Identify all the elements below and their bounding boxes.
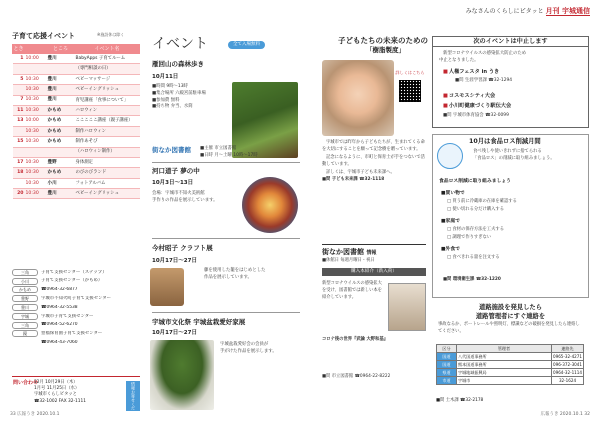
table-cell: 13 (13, 116, 25, 126)
checklist-item: □ 食材の保存方法を工夫する (447, 227, 504, 232)
cancelled-title: 次のイベントは中止します (433, 37, 588, 47)
detail-line: 宇城盆栽愛好会の会員が (220, 342, 269, 347)
table-cell: かもめ (47, 126, 75, 136)
table-cell: 32-1624 (551, 377, 583, 385)
events-title: イベント (152, 36, 208, 52)
table-row (13, 85, 140, 95)
table-cell: 20 (13, 189, 25, 199)
list-item (12, 330, 140, 339)
divider (152, 238, 300, 239)
subheading: ■家庭で (441, 219, 460, 224)
brand (466, 7, 590, 16)
library-body (322, 280, 386, 301)
table-cell: かもめ (47, 116, 75, 126)
library-title-suffix: 情報 (366, 250, 377, 256)
table-row (13, 105, 140, 115)
lead-line: 中止となりました。 (439, 58, 479, 63)
checklist-item: □ 調理で作りすぎない (447, 235, 492, 240)
event-name: 宇城市文化祭 宇城盆栽愛好家展 (152, 318, 246, 326)
table-cell: 10:30 (25, 189, 47, 199)
brand-name: 月刊 宇城通信 (545, 7, 590, 15)
library-closed-days: ■休館日 毎週月曜日・祝日 (322, 258, 375, 263)
checklist-item: □ 食べきれる量を注文する (447, 255, 500, 260)
table-row (13, 74, 140, 84)
table-row (13, 137, 140, 147)
event-details (152, 84, 230, 111)
library-body-2 (322, 336, 426, 380)
detail-line: 手がけた作品を展示します。 (220, 348, 277, 354)
paragraph: 詳しくは、宇城市子ども未来課へ。 (326, 169, 395, 175)
scale-icon (437, 143, 463, 169)
paragraph: コロナ後の世界『武論 大野和基』 (322, 337, 388, 342)
table-cell: 豊川 (47, 54, 75, 64)
list-item (12, 268, 140, 277)
table-cell (13, 178, 25, 188)
detail-line: 藤を使用した籠をはじめとした (204, 268, 266, 273)
event-section: 街なか図書館 (152, 146, 191, 154)
table-cell (25, 147, 47, 157)
kids-subtitle: 「樹脂製度」 (366, 46, 405, 54)
road-title-line: 道路施設を発見したら (479, 304, 542, 311)
table-cell: 096-372-3041 (552, 361, 582, 367)
place-tag: 豊川 (12, 304, 38, 311)
table-cell: 17 (13, 157, 25, 167)
table-cell: 制作あそび (75, 137, 140, 147)
place-tag: かもめ (12, 286, 38, 293)
table-row (13, 54, 140, 64)
col-header: 区分 (437, 345, 457, 353)
kosodate-schedule (12, 44, 140, 199)
table-cell: ベビーイングリッシュ (75, 189, 140, 199)
table-cell: ハロウィン (75, 105, 140, 115)
table-cell: 1 (13, 54, 25, 64)
table-cell: 10:30 (25, 168, 47, 178)
table-cell: 制作ハロウィン (75, 126, 140, 136)
divider (152, 162, 300, 163)
table-row (13, 95, 140, 105)
table-cell: 10:30 (25, 85, 47, 95)
event-date: 10月17日〜27日 (152, 330, 197, 336)
detail-line: 会場：宇城市不知火美術館 (152, 191, 205, 196)
table-row (437, 353, 584, 361)
kids-body (322, 140, 426, 184)
place-value: ☎0964-32-5538 (41, 304, 78, 310)
paragraph: 記念になるように、市町と保育士が手をつないで活動しています。 (322, 154, 425, 167)
inquiry-box (12, 376, 140, 412)
table-row (437, 361, 584, 369)
table-row (13, 147, 140, 157)
book-photo (388, 283, 426, 331)
subheading: ■買い物で (441, 191, 465, 196)
list-item (12, 338, 140, 347)
table-cell: 5 (13, 74, 25, 84)
place-value: ☎0964-32-6877 (41, 287, 78, 293)
kids-contact: ■問 子ども未来課 ☎32-1118 (322, 177, 385, 183)
table-cell: 豊川 (47, 74, 75, 84)
table-cell: 豊川 (47, 85, 75, 95)
table-cell: 10:30 (25, 178, 47, 188)
kids-title: 子どもたちの未来のための (338, 36, 428, 45)
basket-photo (150, 268, 184, 306)
detail-line: ■主催 市立図書館 (200, 146, 237, 151)
table-cell: かもめ (47, 105, 75, 115)
event-details (204, 268, 300, 282)
list-item (12, 312, 140, 321)
table-cell (47, 64, 75, 74)
table-cell: ベビーマッサージ (75, 74, 140, 84)
place-tag: 小川 (12, 278, 38, 285)
place-tag: 三角 (12, 322, 38, 329)
library-banner: 購入本紹介（新入荷） (322, 268, 426, 276)
table-cell: 育児講座「食事について」 (75, 95, 140, 105)
qr-code-icon[interactable] (399, 80, 421, 102)
table-row (13, 64, 140, 74)
table-cell: 15 (13, 137, 25, 147)
table-cell: 10:30 (25, 95, 47, 105)
library-contact: ■問 市立図書館 ☎0964-22-8222 (322, 374, 391, 380)
paragraph: 「食品ロス」の削減に取り組みましょう。 (473, 156, 555, 161)
table-cell: 市道 (437, 377, 457, 385)
place-value: ☎0964-52-6270 (41, 322, 78, 328)
table-cell: 10:30 (25, 126, 47, 136)
subheading: ■外食で (441, 247, 460, 252)
table-cell: フォトアルバム (75, 178, 140, 188)
detail-line: ■参加費 無料 (152, 97, 180, 103)
page-number-right: 広報うき 2020.10.1 32 (540, 412, 590, 417)
free-admission-badge: 全て入場無料 (228, 41, 265, 49)
table-cell: かもめ (47, 137, 75, 147)
cancelled-event: ■ コスモスシティ大会 (443, 93, 495, 100)
inquiry-badge: 情報お寄せください (126, 381, 140, 411)
table-cell (25, 64, 47, 74)
inquiry-line: 12月 10月29日（木） (34, 380, 78, 385)
col-header: イベント名 (75, 45, 140, 54)
table-cell: 10:00 (25, 116, 47, 126)
table-cell: かもめ (47, 168, 75, 178)
library-title (322, 248, 376, 257)
event-name: 雁回山の森林歩き (152, 60, 204, 68)
baby-photo (322, 60, 394, 136)
table-cell: 0964-32-1114 (552, 369, 582, 375)
place-value: 宇城市子育て支援センター (41, 313, 94, 319)
table-cell: のびのびランド (75, 168, 140, 178)
table-cell: 県道 (437, 369, 457, 377)
event-contact: ■問 生涯学習課 ☎32-1294 (455, 78, 513, 83)
table-row (13, 168, 140, 178)
table-cell: 7 (13, 95, 25, 105)
col-header: 連絡先 (551, 345, 583, 353)
table-cell (13, 126, 25, 136)
qr-caption: 詳しくはこちら (395, 70, 425, 75)
list-item (12, 321, 140, 330)
place-tag: 鏡 (12, 330, 38, 337)
table-row (13, 116, 140, 126)
paragraph: 新型コロナウイルスの感染拡大を受け、図書館では新しい本を紹介しています。 (322, 281, 382, 301)
list-item (12, 286, 140, 295)
table-cell: こここここ講座（親子講座） (75, 116, 140, 126)
event-name: 今村昭子 クラフト展 (152, 244, 213, 252)
table-row (13, 178, 140, 188)
food-loss-title: 10月は食品ロス削減月間 (469, 138, 541, 145)
road-contact: ■問 土木課 ☎32-2178 (436, 398, 484, 403)
cancelled-events-box (432, 36, 589, 128)
page-number-left: 33 広報うき 2020.10.1 (10, 412, 60, 417)
table-cell: 10:30 (25, 105, 47, 115)
places-list (12, 268, 140, 347)
table-cell: 宇城市 (457, 377, 552, 385)
event-details (152, 191, 240, 205)
paragraph: 宇城市では昨年から子どもたちが、生まれてくる命を大切にすることを願って記念樹を贈っています。 (322, 140, 425, 152)
col-header (25, 45, 47, 54)
divider (152, 312, 300, 313)
table-cell (13, 85, 25, 95)
place-tag: 三角 (12, 269, 38, 276)
cancelled-event: ■ 小川町健康づくり駅伝大会 (443, 103, 511, 110)
page-header (0, 0, 600, 22)
table-cell: 10:30 (25, 157, 47, 167)
table-cell: 国道 (437, 353, 457, 361)
inquiry-label: 問い合わせ (13, 380, 39, 386)
place-tag: 豊野 (12, 295, 38, 302)
table-cell: （専門相談の日） (75, 64, 140, 74)
kosodate-note: ※施設休は除く (97, 32, 125, 37)
detail-line: ■集合場所 六殿宮前駐車場 (152, 90, 206, 96)
table-cell: 11 (13, 105, 25, 115)
library-title-text: 街なか図書館 (322, 248, 364, 256)
table-cell: 18 (13, 168, 25, 178)
food-loss-contact: ■問 環境衛生課 ☎32-1220 (443, 277, 501, 282)
table-cell (13, 64, 25, 74)
event-details (200, 146, 300, 160)
place-value: 子育て支援センター（ステップ） (41, 269, 107, 275)
list-item (12, 303, 140, 312)
inquiry-line: 宇城市くらしビタッと (34, 392, 77, 398)
table-row (437, 377, 584, 385)
bonsai-photo (150, 340, 214, 410)
table-cell: 豊野 (47, 157, 75, 167)
detail-line: ■持ち物 弁当、水筒 (152, 104, 193, 110)
place-value: 豊福保育園子育て支援センター (41, 331, 103, 337)
checklist-item: □ 使い切れる分だけ購入する (447, 207, 504, 212)
detail-line: 作品を展示しています。 (204, 274, 252, 280)
detail-line: 手作りの作品を展示しています。 (152, 197, 218, 203)
table-row (13, 126, 140, 136)
table-cell: 10:30 (25, 74, 47, 84)
place-value: ☎0964-43-7060 (41, 340, 78, 346)
road-lead: 事故なるか、ポートレールや照明灯、標識などの破損を発見したら連絡してください。 (438, 322, 580, 334)
table-cell (13, 147, 25, 157)
cancelled-event: ■ 人権フェスタ in うき (443, 69, 499, 76)
table-cell: 0965-32-4271 (552, 353, 582, 359)
table-row (437, 369, 584, 377)
kosodate-title: 子育て応援イベント (12, 32, 75, 40)
table-cell: 豊川 (47, 189, 75, 199)
table-cell: 豊川 (47, 95, 75, 105)
artwork-photo (242, 177, 298, 233)
table-row (13, 189, 140, 199)
divider (322, 244, 426, 245)
table-cell: （ハロウィン制作） (75, 147, 140, 157)
col-header: ところ (47, 45, 75, 54)
place-tag: 宇城 (12, 313, 38, 320)
subheading: 食品ロス削減に取り組みましょう (439, 179, 511, 184)
food-loss-box (432, 134, 589, 298)
list-item (12, 294, 140, 303)
lead-line: 新型コロナウイルスの感染拡大防止のため (443, 51, 527, 56)
detail-line: ■時間 9時〜13時 (152, 84, 188, 89)
table-cell: BabyApps 子育てルーム (75, 54, 140, 64)
table-cell: 10:00 (25, 54, 47, 64)
place-value: 宇城市不知火町子育て支援センター (41, 296, 112, 302)
paragraph: 食べ残しや使いきれずに捨てられる (473, 149, 542, 154)
event-contact: ■問 宇城市体育協会 ☎32-0099 (443, 113, 509, 118)
place-value: 子育て支援センター（かもめ） (41, 278, 103, 284)
table-cell: 小川 (47, 178, 75, 188)
event-date: 10月17日〜27日 (152, 258, 197, 264)
road-contacts-table (436, 344, 584, 385)
col-header: とき (13, 45, 24, 52)
inquiry-line: 1月号 11月25日（水） (34, 386, 80, 392)
inquiry-lines (34, 380, 86, 405)
event-date: 10月3日〜13日 (152, 180, 194, 186)
table-cell: ベビーイングリッシュ (75, 85, 140, 95)
brand-prefix: みなさんのくらしにピタッと (465, 8, 544, 15)
inquiry-line: ☎32-1002 FAX 32-1111 (34, 398, 86, 404)
table-cell: 10:30 (25, 137, 47, 147)
event-date: 10月11日 (152, 74, 179, 80)
road-title-line: 道路管理者にすぐ連絡を (475, 312, 546, 320)
event-name: 河口道子 夢の中 (152, 167, 200, 175)
table-cell: 身体測定 (75, 157, 140, 167)
table-cell: 宇城地域振興局 (457, 369, 552, 377)
table-cell (47, 147, 75, 157)
table-cell: 国道 (437, 361, 457, 369)
detail-line: ■日時 月〜土曜 10時〜17時 (200, 152, 258, 158)
event-details (220, 342, 300, 356)
road-title (432, 304, 589, 321)
list-item (12, 277, 140, 286)
table-cell: 八代国道事務所 (457, 353, 552, 361)
checklist-item: □ 買う前に冷蔵庫の在庫を確認する (447, 199, 517, 204)
col-header: 管理者 (457, 345, 552, 353)
table-cell: 熊本国道事務所 (457, 361, 552, 369)
table-row (13, 157, 140, 167)
